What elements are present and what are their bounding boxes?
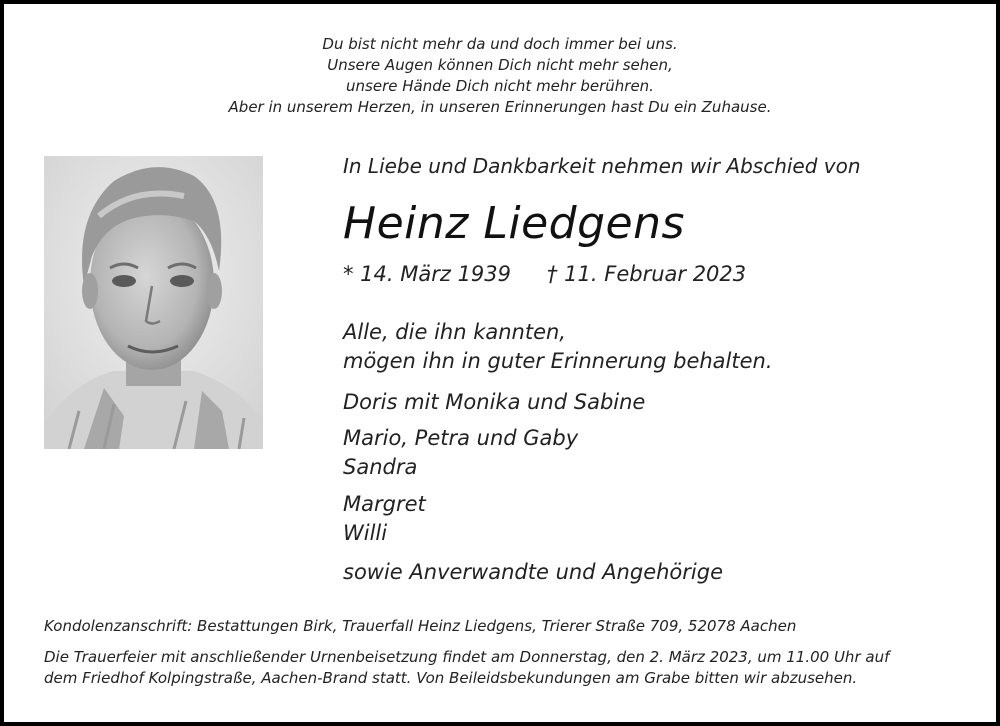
birth-date: * 14. März 1939 xyxy=(343,262,512,286)
ceremony-line: dem Friedhof Kolpingstraße, Aachen-Brand statt. Von Beileidsbekundungen am Grabe bitten wir abzusehen. xyxy=(44,669,858,687)
mourner-line: Sandra xyxy=(343,455,418,479)
death-date: † 11. Februar 2023 xyxy=(547,262,747,286)
poem-line: Unsere Augen können Dich nicht mehr sehen, xyxy=(327,56,673,74)
ceremony-line: Die Trauerfeier mit anschließender Urnenbeisetzung findet am Donnerstag, den 2. März 2023, um 11.00 Uhr auf xyxy=(44,648,890,666)
poem-line: Du bist nicht mehr da und doch immer bei uns. xyxy=(322,35,678,53)
poem-line: Aber in unserem Herzen, in unseren Erinnerungen hast Du ein Zuhause. xyxy=(228,98,772,116)
farewell-intro: In Liebe und Dankbarkeit nehmen wir Abschied von xyxy=(343,154,861,178)
ceremony-notice xyxy=(44,647,889,689)
portrait-photo xyxy=(44,156,263,449)
mourner-line: Willi xyxy=(343,521,388,545)
poem xyxy=(0,34,1000,118)
poem-line: unsere Hände Dich nicht mehr berühren. xyxy=(346,77,654,95)
deceased-name: Heinz Liedgens xyxy=(343,198,685,249)
message-line: mögen ihn in guter Erinnerung behalten. xyxy=(343,349,773,373)
mourner-line: Mario, Petra und Gaby xyxy=(343,426,579,450)
message-line: Alle, die ihn kannten, xyxy=(343,320,566,344)
mourner-line: Margret xyxy=(343,492,426,516)
remembrance-message xyxy=(343,318,773,376)
mourner-line: sowie Anverwandte und Angehörige xyxy=(343,560,723,584)
mourner-line: Doris mit Monika und Sabine xyxy=(343,390,646,414)
condolence-address: Kondolenzanschrift: Bestattungen Birk, Trauerfall Heinz Liedgens, Trierer Straße 709, 52078 Aachen xyxy=(44,617,797,635)
portrait-image xyxy=(44,156,263,449)
